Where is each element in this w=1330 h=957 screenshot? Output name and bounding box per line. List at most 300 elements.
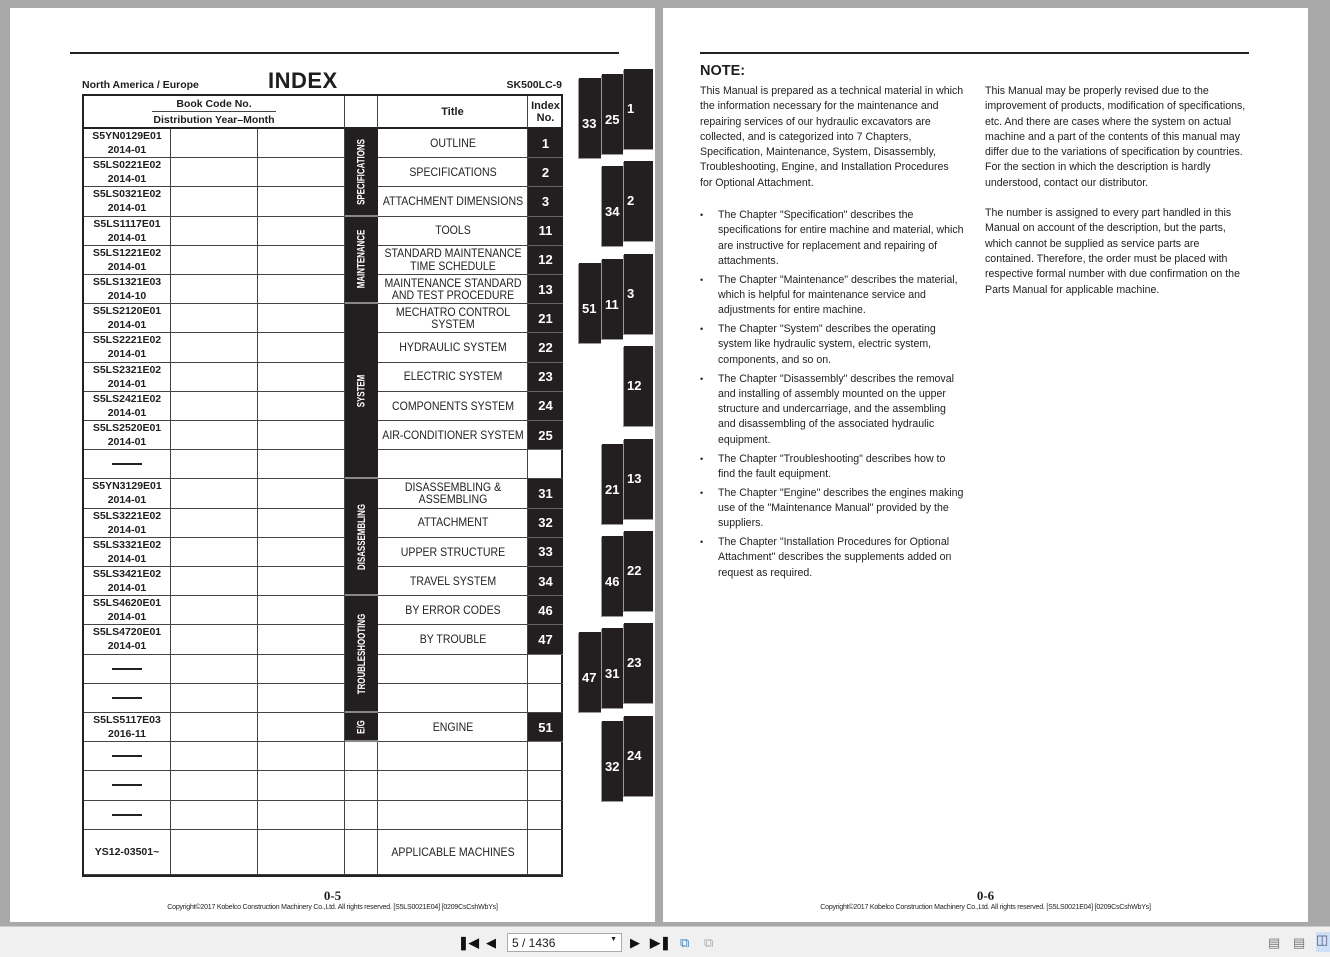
table-row-title[interactable] <box>378 625 528 654</box>
tab-label: 1 <box>627 101 635 116</box>
book-code: S5LS1117E01 <box>93 217 161 230</box>
index-tab-11[interactable] <box>602 259 624 339</box>
table-row-code <box>84 275 171 304</box>
next-page-icon[interactable]: ▶ <box>630 935 640 950</box>
table-row-blank <box>258 655 345 684</box>
section-cell <box>345 830 378 875</box>
table-row-code <box>84 509 171 538</box>
index-number: 1 <box>541 135 550 151</box>
page-number: 0-5 <box>323 888 342 903</box>
chapter-title: MAINTENANCE STANDARD AND TEST PROCEDURE <box>383 275 522 303</box>
bullet-item: • The Chapter "Troubleshooting" describes how to find the fault equipment. <box>700 452 964 483</box>
table-row-code <box>84 246 171 275</box>
table-row-index <box>528 450 563 479</box>
index-tab-23[interactable] <box>624 623 654 703</box>
chapter-title: APPLICABLE MACHINES <box>390 844 515 859</box>
table-row-blank <box>171 509 258 538</box>
table-row-blank <box>258 450 345 479</box>
book-code: S5LS3321E02 <box>92 538 162 551</box>
section-text: MAINTENANCE <box>355 230 368 289</box>
table-row-code <box>84 713 171 742</box>
chapter-title: TRAVEL SYSTEM <box>409 573 496 588</box>
distribution-date: 2014-01 <box>107 319 147 332</box>
table-row-blank <box>258 830 345 875</box>
distribution-date: 2014-01 <box>107 231 147 244</box>
first-page-icon[interactable]: ❚◀ <box>458 935 479 950</box>
table-row-blank <box>258 158 345 187</box>
index-tab-1[interactable] <box>624 69 654 149</box>
table-row-code <box>84 479 171 508</box>
index-table <box>82 94 563 877</box>
table-row-index[interactable] <box>528 158 563 187</box>
table-row-index[interactable] <box>528 246 563 275</box>
region-label: North America / Europe <box>82 79 199 91</box>
table-row-code <box>84 421 171 450</box>
index-number: 3 <box>541 193 550 209</box>
right-page <box>663 8 1308 922</box>
table-row-index[interactable] <box>528 304 563 333</box>
table-row-blank <box>258 713 345 742</box>
distribution-date: 2014-01 <box>107 202 147 215</box>
index-number: 46 <box>538 602 553 618</box>
table-row-index <box>528 684 563 713</box>
index-number: 12 <box>538 252 553 268</box>
pdf-toolbar <box>0 926 1330 957</box>
index-number: 34 <box>538 573 553 589</box>
index-tab-32[interactable] <box>602 721 624 801</box>
distribution-date: 2014-01 <box>107 436 147 449</box>
table-row-title[interactable] <box>378 275 528 304</box>
index-tab-12[interactable] <box>624 346 654 426</box>
tab-label: 2 <box>627 193 635 209</box>
table-row-index[interactable] <box>528 129 563 158</box>
table-row-code <box>84 217 171 246</box>
table-row-blank <box>258 392 345 421</box>
copyright: Copyright©2017 Kobelco Construction Machinery Co.,Ltd. All rights reserved. [S5LS0021E04] [0209CsCshWbYs] <box>167 904 498 911</box>
table-row-code <box>84 450 171 479</box>
table-row-blank <box>171 187 258 216</box>
distribution-date: 2014-01 <box>107 377 147 390</box>
table-row-index <box>528 771 563 800</box>
table-row-title[interactable] <box>378 392 528 421</box>
section-label-maintenance <box>345 217 378 305</box>
distribution-date: 2014-01 <box>107 406 147 419</box>
table-row-title <box>378 450 528 479</box>
table-row-blank <box>258 801 345 830</box>
index-number: 23 <box>538 369 553 385</box>
tab-label: 23 <box>627 655 642 671</box>
tab-label: 21 <box>605 481 620 497</box>
index-number: 2 <box>541 164 550 180</box>
section-cell <box>345 771 378 800</box>
note-heading: NOTE: <box>700 63 746 79</box>
chapter-title: STANDARD MAINTENANCE TIME SCHEDULE <box>383 246 522 273</box>
table-row-blank <box>171 246 258 275</box>
table-row-title[interactable] <box>378 538 528 567</box>
table-row-blank <box>258 509 345 538</box>
book-code: S5LS0321E02 <box>92 188 162 201</box>
title-header <box>378 96 528 129</box>
section-header <box>345 96 378 129</box>
chevron-down-icon[interactable]: ▼ <box>610 936 617 943</box>
table-row-blank <box>258 596 345 625</box>
table-row-title[interactable] <box>378 246 528 275</box>
index-number: 25 <box>538 427 553 443</box>
section-label-eg <box>345 713 378 742</box>
table-row-blank <box>258 684 345 713</box>
table-row-index[interactable] <box>528 392 563 421</box>
section-text: E/G <box>355 719 368 734</box>
single-page-icon[interactable]: ▤ <box>1268 935 1281 950</box>
table-row-index[interactable] <box>528 567 563 596</box>
table-row-blank <box>258 275 345 304</box>
section-text: TROUBLESHOOTING <box>355 613 368 694</box>
index-header-label: Index No. <box>531 99 560 124</box>
book-code: S5LS1221E02 <box>92 246 162 259</box>
tab-label: 22 <box>627 563 642 578</box>
tab-label: 25 <box>605 112 620 127</box>
table-row-code <box>84 684 171 713</box>
empty-dash <box>112 697 142 699</box>
table-row-title[interactable] <box>378 187 528 216</box>
index-number: 47 <box>538 631 553 647</box>
table-row-title[interactable] <box>378 129 528 158</box>
table-row-title[interactable] <box>378 421 528 450</box>
table-row-code <box>84 771 171 800</box>
chapter-title: ATTACHMENT <box>417 515 488 530</box>
table-row-blank <box>171 479 258 508</box>
table-row-blank <box>171 713 258 742</box>
table-row-blank <box>258 567 345 596</box>
table-row-code <box>84 304 171 333</box>
page-number-field[interactable] <box>507 933 622 952</box>
left-page <box>10 8 655 922</box>
book-code: S5LS3221E02 <box>92 509 162 522</box>
table-row-code <box>84 392 171 421</box>
table-row-blank <box>171 596 258 625</box>
table-row-blank <box>171 275 258 304</box>
model-label: SK500LC-9 <box>506 79 562 91</box>
section-text: DISASSEMBLING <box>355 503 368 570</box>
table-row-code <box>84 158 171 187</box>
table-row-index[interactable] <box>528 217 563 246</box>
section-label-disassembling <box>345 479 378 596</box>
chapter-title: MECHATRO CONTROL SYSTEM <box>395 304 510 332</box>
table-row-code <box>84 333 171 362</box>
index-number: 51 <box>538 719 553 735</box>
table-row-index[interactable] <box>528 509 563 538</box>
index-number: 33 <box>538 544 553 560</box>
chapter-title: TOOLS <box>434 223 471 238</box>
distribution-date: 2014-01 <box>107 144 147 157</box>
table-row-blank <box>171 158 258 187</box>
book-code-label: Book Code No. <box>152 98 275 112</box>
chapter-title: UPPER STRUCTURE <box>400 544 505 559</box>
index-tab-46[interactable] <box>602 536 624 616</box>
index-tab-47[interactable] <box>579 632 602 712</box>
table-row-index[interactable] <box>528 275 563 304</box>
tab-label: 34 <box>605 204 620 220</box>
chapter-title: AIR-CONDITIONER SYSTEM <box>381 427 524 442</box>
book-code: S5LS2421E02 <box>92 392 162 405</box>
book-code-header <box>84 96 345 129</box>
table-row-code <box>84 742 171 771</box>
distribution-date: 2014-01 <box>107 523 147 536</box>
two-page-view-icon[interactable]: ◫ <box>1316 932 1330 952</box>
book-code: S5YN3129E01 <box>92 480 162 493</box>
table-row-blank <box>258 246 345 275</box>
distribution-date: 2014-01 <box>107 552 147 565</box>
table-row-blank <box>171 801 258 830</box>
index-tab-51[interactable] <box>579 263 602 343</box>
table-row-code <box>84 830 171 875</box>
continuous-page-icon[interactable]: ▤ <box>1293 935 1306 950</box>
index-tab-21[interactable] <box>602 444 624 524</box>
bullet-item: • The Chapter "Maintenance" describes the material, which is helpful for maintenance service and adjustments for entire machine. <box>700 273 964 319</box>
chapter-title: ENGINE <box>432 719 473 734</box>
index-tab-3[interactable] <box>624 254 654 334</box>
table-row-blank <box>258 187 345 216</box>
table-row-blank <box>171 830 258 875</box>
chapter-title: SPECIFICATIONS <box>408 165 497 180</box>
index-number: 21 <box>538 310 553 326</box>
tab-label: 31 <box>605 666 620 682</box>
index-tab-25[interactable] <box>602 74 624 154</box>
table-row-title[interactable] <box>378 363 528 392</box>
table-row-blank <box>258 479 345 508</box>
table-row-blank <box>258 333 345 362</box>
table-row-blank <box>171 684 258 713</box>
table-row-blank <box>258 742 345 771</box>
empty-dash <box>112 814 142 816</box>
table-row-title <box>378 801 528 830</box>
book-code: S5YN0129E01 <box>92 130 162 143</box>
note-left-column <box>700 84 964 584</box>
distribution-label: Distribution Year–Month <box>153 113 275 126</box>
section-text: SYSTEM <box>355 374 368 408</box>
distribution-date: 2014-01 <box>107 640 147 653</box>
index-tab-2[interactable] <box>624 161 654 241</box>
empty-dash <box>112 755 142 757</box>
page-field-value: 5 / 1436 <box>512 936 556 950</box>
distribution-date: 2014-01 <box>107 260 147 273</box>
table-row-code <box>84 363 171 392</box>
table-row-title[interactable] <box>378 830 528 875</box>
table-row-code <box>84 655 171 684</box>
index-number: 13 <box>538 281 553 297</box>
table-row-blank <box>171 304 258 333</box>
book-code: YS12-03501~ <box>94 845 160 858</box>
revision-paragraph: This Manual may be properly revised due to the improvement of products, modification of specifications, etc. And there are cases where the system on actual machine and a part of the contents of this manual may differ due to the variations of specification by countries. For the section in which the description is hardly understood, contact our distributor. <box>985 85 1246 189</box>
table-row-blank <box>171 538 258 567</box>
distribution-date: 2014-01 <box>107 582 147 595</box>
table-row-blank <box>171 450 258 479</box>
table-row-blank <box>258 217 345 246</box>
table-row-blank <box>171 742 258 771</box>
table-row-index[interactable] <box>528 363 563 392</box>
tab-label: 47 <box>582 670 597 686</box>
table-row-title <box>378 742 528 771</box>
table-row-blank <box>171 567 258 596</box>
table-row-title <box>378 684 528 713</box>
table-row-blank <box>171 771 258 800</box>
table-row-title <box>378 771 528 800</box>
table-row-title[interactable] <box>378 158 528 187</box>
index-tab-13[interactable] <box>624 439 654 519</box>
bullet-item: • The Chapter "System" describes the operating system like hydraulic system, electric system, components, and so on. <box>700 322 964 368</box>
table-row-title[interactable] <box>378 304 528 333</box>
section-text: SPECIFICATIONS <box>355 138 368 205</box>
table-row-code <box>84 596 171 625</box>
section-cell <box>345 801 378 830</box>
bullet-item: • The Chapter "Disassembly" describes the removal and installing of assembly mounted on the upper structure and undercarriage, and the assembling and disassembling of the associated hydraulic equipment. <box>700 372 964 448</box>
title-header-label: Title <box>441 105 464 118</box>
table-row-title[interactable] <box>378 567 528 596</box>
table-row-title[interactable] <box>378 479 528 508</box>
tab-label: 11 <box>605 296 619 312</box>
note-right-column <box>985 84 1250 298</box>
book-code: S5LS4620E01 <box>92 597 162 610</box>
table-row-index[interactable] <box>528 625 563 654</box>
book-code: S5LS2221E02 <box>92 334 162 347</box>
table-row-code <box>84 567 171 596</box>
bullet-item: • The Chapter "Engine" describes the engines making use of the "Maintenance Manual" provided by the suppliers. <box>700 486 964 532</box>
section-label-system <box>345 304 378 479</box>
bullet-item: • The Chapter "Specification" describes the specifications for entire machine and material, which are instructive for replacement and repairing of attachments. <box>700 208 964 269</box>
table-row-index[interactable] <box>528 538 563 567</box>
table-row-title[interactable] <box>378 596 528 625</box>
table-row-blank <box>258 421 345 450</box>
tab-label: 51 <box>582 300 597 316</box>
table-row-blank <box>258 625 345 654</box>
chapter-title: HYDRAULIC SYSTEM <box>398 340 507 355</box>
book-code: S5LS1321E03 <box>92 276 162 289</box>
table-row-blank <box>171 421 258 450</box>
tab-label: 46 <box>605 574 620 589</box>
table-row-index <box>528 742 563 771</box>
table-row-title[interactable] <box>378 509 528 538</box>
table-row-code <box>84 538 171 567</box>
table-row-blank <box>171 333 258 362</box>
chapter-title: BY TROUBLE <box>419 632 486 647</box>
next-view-icon[interactable]: ⧉ <box>704 935 714 950</box>
table-row-blank <box>258 363 345 392</box>
book-code: S5LS2321E02 <box>92 363 162 376</box>
table-row-index[interactable] <box>528 479 563 508</box>
index-number: 32 <box>538 515 553 531</box>
table-row-blank <box>171 217 258 246</box>
table-row-index <box>528 655 563 684</box>
index-number: 31 <box>538 485 553 501</box>
table-row-code <box>84 625 171 654</box>
table-row-blank <box>171 129 258 158</box>
section-label-specifications <box>345 129 378 217</box>
book-code: S5LS4720E01 <box>92 626 162 639</box>
chapter-title: COMPONENTS SYSTEM <box>391 398 514 413</box>
book-code: S5LS0221E02 <box>92 159 162 172</box>
table-row-title[interactable] <box>378 217 528 246</box>
table-row-blank <box>171 625 258 654</box>
index-header <box>528 96 563 129</box>
table-row-title[interactable] <box>378 713 528 742</box>
tab-label: 32 <box>605 758 620 774</box>
index-tab-24[interactable] <box>624 716 654 796</box>
table-row-index[interactable] <box>528 421 563 450</box>
tab-label: 13 <box>627 470 642 486</box>
index-tab-22[interactable] <box>624 531 654 611</box>
top-rule <box>70 52 619 54</box>
empty-dash <box>112 463 142 465</box>
table-row-code <box>84 187 171 216</box>
parts-paragraph: The number is assigned to every part handled in this Manual on account of the description, but the parts, which cannot be supplied as service parts are contained. Therefore, the order must be placed with respective formal number with due confirmation on the Parts Manual for applicable machine. <box>985 207 1240 296</box>
last-page-icon[interactable]: ▶❚ <box>650 935 671 950</box>
table-row-title <box>378 655 528 684</box>
index-tab-34[interactable] <box>602 166 624 246</box>
index-tab-33[interactable] <box>579 78 602 158</box>
distribution-date: 2014-01 <box>107 348 147 361</box>
book-code: S5LS2520E01 <box>92 422 162 435</box>
page-number: 0-6 <box>976 888 995 903</box>
book-code: S5LS5117E03 <box>93 714 161 727</box>
intro-paragraph: This Manual is prepared as a technical material in which the information necessary for the maintenance and repairing services of our hydraulic excavators are collected, and is categorized into 7 Chapters, Specification, Maintenance, System, Disassembly, Troubleshooting, Engine, and Installation Procedures for Optional Attachment. <box>700 85 964 189</box>
table-row-blank <box>171 655 258 684</box>
top-rule <box>700 52 1249 54</box>
distribution-date: 2016-11 <box>108 728 146 741</box>
empty-dash <box>112 668 142 670</box>
table-row-blank <box>171 363 258 392</box>
table-row-index[interactable] <box>528 187 563 216</box>
table-row-blank <box>258 304 345 333</box>
index-number: 24 <box>538 398 553 414</box>
previous-page-icon[interactable]: ◀ <box>486 935 496 950</box>
page-heading: INDEX <box>268 68 338 93</box>
book-code: S5LS2120E01 <box>92 305 162 318</box>
distribution-date: 2014-01 <box>107 173 147 186</box>
table-row-title[interactable] <box>378 333 528 362</box>
table-row-index[interactable] <box>528 596 563 625</box>
chapter-title: OUTLINE <box>429 135 476 150</box>
table-row-index <box>528 830 563 875</box>
table-row-index <box>528 801 563 830</box>
distribution-date: 2014-01 <box>107 494 147 507</box>
tab-label: 3 <box>627 285 635 301</box>
section-label-troubleshooting <box>345 596 378 713</box>
index-tab-31[interactable] <box>602 628 624 708</box>
empty-dash <box>112 784 142 786</box>
chapter-title: DISASSEMBLING & ASSEMBLING <box>404 479 501 507</box>
tab-label: 24 <box>627 747 642 763</box>
table-row-blank <box>258 538 345 567</box>
table-row-blank <box>258 129 345 158</box>
table-row-blank <box>171 392 258 421</box>
table-row-blank <box>258 771 345 800</box>
table-row-index[interactable] <box>528 713 563 742</box>
chapter-title: BY ERROR CODES <box>404 603 501 618</box>
tab-label: 33 <box>582 116 597 131</box>
chapter-title: ELECTRIC SYSTEM <box>403 369 502 384</box>
distribution-date: 2014-10 <box>107 290 147 303</box>
book-code: S5LS3421E02 <box>92 568 162 581</box>
table-row-index[interactable] <box>528 333 563 362</box>
section-cell <box>345 742 378 771</box>
chapter-title: ATTACHMENT DIMENSIONS <box>382 194 523 209</box>
table-row-code <box>84 801 171 830</box>
copyright: Copyright©2017 Kobelco Construction Machinery Co.,Ltd. All rights reserved. [S5LS0021E04] [0209CsCshWbYs] <box>820 904 1151 911</box>
distribution-date: 2014-01 <box>107 611 147 624</box>
index-number: 11 <box>538 223 553 239</box>
index-number: 22 <box>538 339 553 355</box>
previous-view-icon[interactable]: ⧉ <box>680 935 690 950</box>
